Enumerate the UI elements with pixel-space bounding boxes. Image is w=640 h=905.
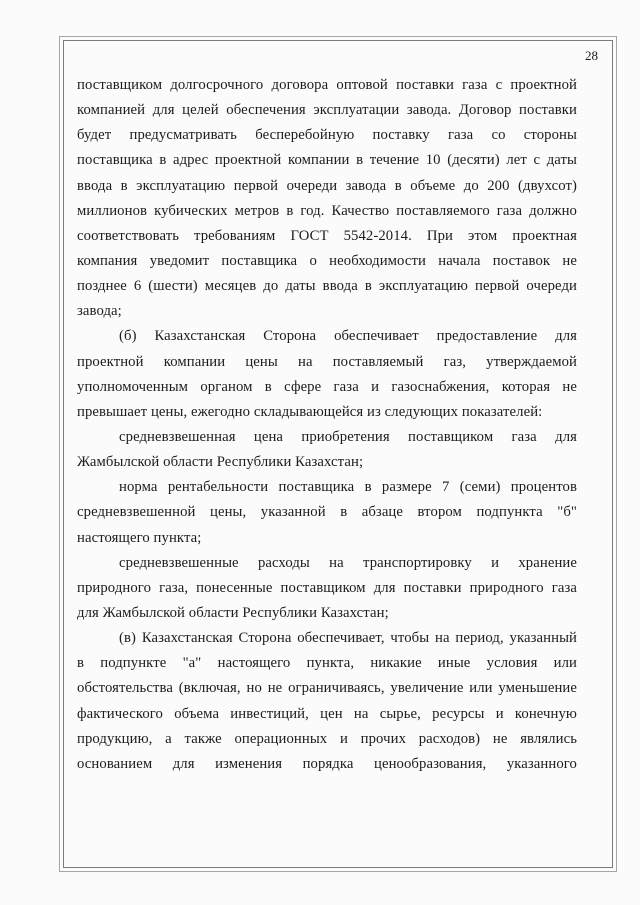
text-line: будет предусматривать бесперебойную поставку газа со стороны	[77, 127, 577, 144]
text-line: поставщика в адрес проектной компании в течение 10 (десяти) лет с даты	[77, 152, 577, 169]
text-line: основанием для изменения порядка ценообразования, указанного	[77, 755, 577, 772]
text-line: поставщиком долгосрочного договора оптовой поставки газа с проектной	[77, 77, 577, 93]
text-line: превышает цены, ежегодно складывающейся из следующих показателей:	[77, 403, 543, 420]
text-line: позднее 6 (шести) месяцев до даты ввода в эксплуатацию первой очереди	[77, 278, 577, 295]
text-line: проектной компании цены на поставляемый газ, утверждаемой	[77, 353, 577, 370]
text-line: фактического объема инвестиций, цен на сырье, ресурсы и конечную	[77, 705, 577, 722]
text-line: (в) Казахстанская Сторона обеспечивает, чтобы на период, указанный	[119, 630, 577, 647]
text-line: ввода в эксплуатацию первой очереди завода в объеме до 200 (двухсот)	[77, 177, 577, 194]
body-text	[77, 73, 577, 777]
text-line: компанией для целей обеспечения эксплуатации завода. Договор поставки	[77, 102, 577, 119]
text-line: завода;	[77, 303, 122, 320]
text-line: соответствовать требованиям ГОСТ 5542-2014. При этом проектная	[77, 227, 577, 244]
text-line: средневзвешенной цены, указанной в абзаце втором подпункта "б"	[77, 504, 577, 521]
text-line: компания уведомит поставщика о необходимости начала поставок не	[77, 252, 577, 269]
text-line: продукцию, а также операционных и прочих расходов) не являлись	[77, 730, 577, 747]
text-line: миллионов кубических метров в год. Качество поставляемого газа должно	[77, 202, 577, 219]
page-number: 28	[585, 48, 598, 63]
text-line: для Жамбылской области Республики Казахстан;	[77, 604, 389, 621]
text-line: (б) Казахстанская Сторона обеспечивает предоставление для	[119, 328, 577, 345]
text-line: уполномоченным органом в сфере газа и газоснабжения, которая не	[77, 378, 577, 395]
text-line: в подпункте "а" настоящего пункта, никакие иные условия или	[77, 655, 577, 672]
text-line: настоящего пункта;	[77, 529, 202, 546]
text-line: средневзвешенные расходы на транспортировку и хранение	[119, 554, 577, 571]
text-line: норма рентабельности поставщика в размере 7 (семи) процентов	[119, 479, 577, 496]
text-line: обстоятельства (включая, но не ограничиваясь, увеличение или уменьшение	[77, 680, 577, 697]
text-line: природного газа, понесенные поставщиком для поставки природного газа	[77, 579, 577, 596]
text-line: Жамбылской области Республики Казахстан;	[77, 454, 364, 471]
text-line: средневзвешенная цена приобретения поставщиком газа для	[119, 428, 577, 445]
